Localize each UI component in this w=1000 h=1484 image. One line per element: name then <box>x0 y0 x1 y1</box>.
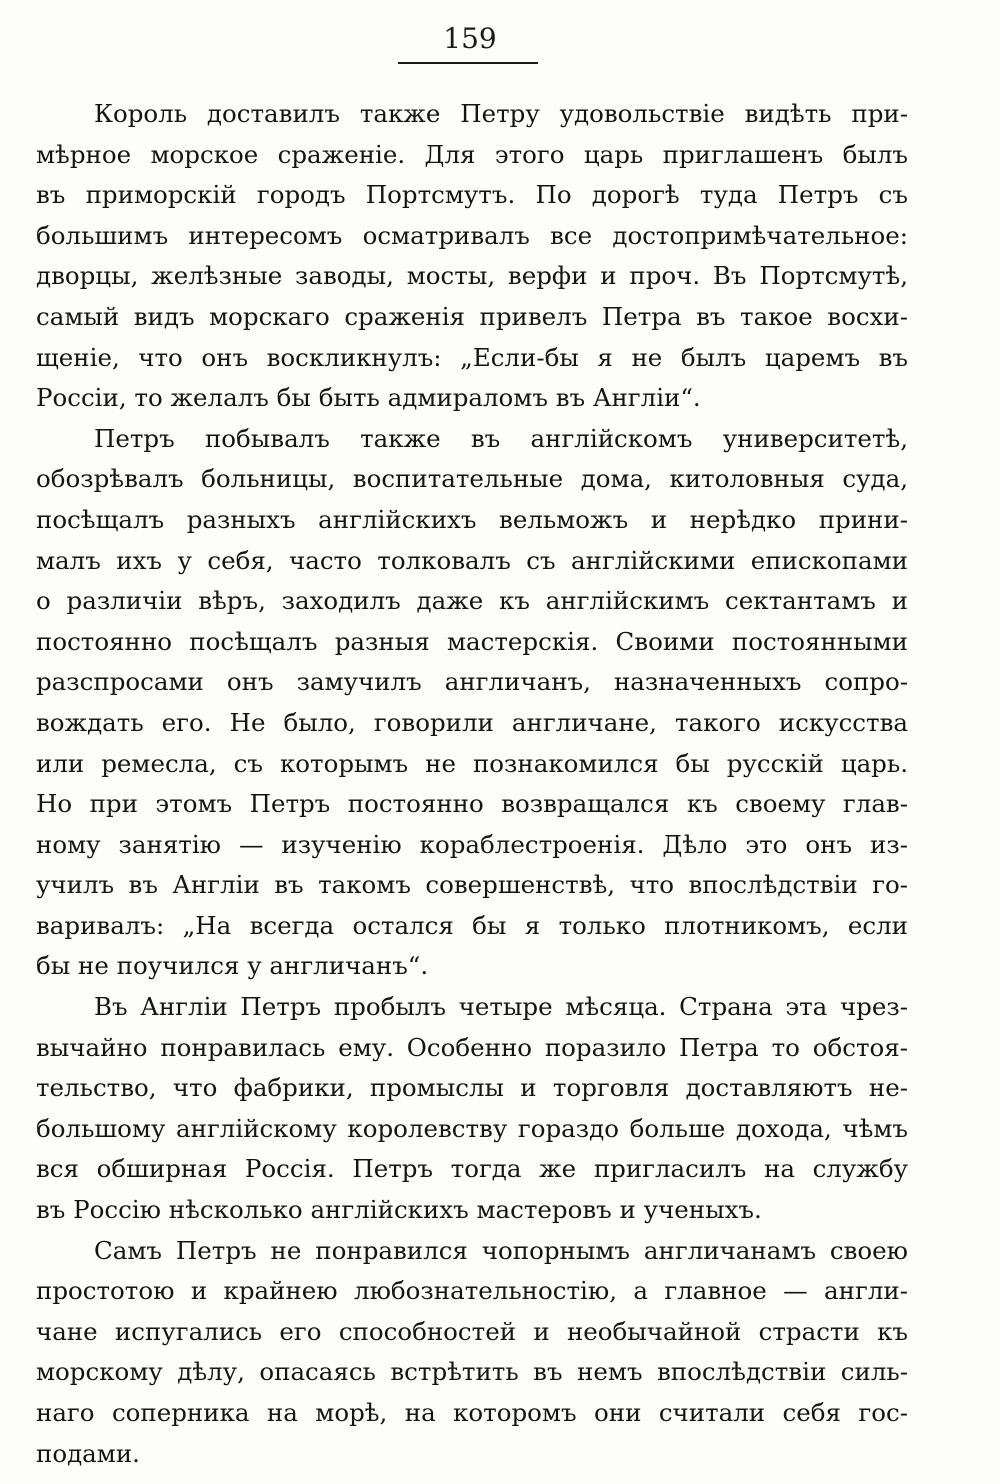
text-line: вся обширная Россія. Петръ тогда же пригласилъ на службу <box>36 1154 908 1184</box>
text-line: морскому дѣлу, опасаясь встрѣтить въ немъ впослѣдствіи силь- <box>36 1357 908 1387</box>
text-line: простотою и крайнею любознательностію, а главное — англи- <box>36 1276 908 1306</box>
text-line: Но при этомъ Петръ постоянно возвращался къ своему глав- <box>36 789 908 819</box>
text-line: ному занятію — изученію кораблестроенія. Дѣло это онъ из- <box>36 829 908 859</box>
text-line: наго соперника на морѣ, на которомъ они считали себя гос- <box>36 1398 908 1427</box>
text-line: Въ Англіи Петръ пробылъ четыре мѣсяца. Страна эта чрез- <box>94 992 908 1022</box>
text-line: Петръ побывалъ также въ англійскомъ университетѣ, <box>94 423 908 453</box>
text-line: чане испугались его способностей и необычайной страсти къ <box>36 1316 908 1346</box>
text-line: посѣщалъ разныхъ англійскихъ вельможъ и нерѣдко прини- <box>36 504 908 534</box>
text-line: или ремесла, съ которымъ не познакомился бы русскій царь. <box>36 748 908 778</box>
paragraph <box>36 1231 908 1475</box>
text-line: самый видъ морскаго сраженія привелъ Петра въ такое восхи- <box>36 301 908 331</box>
paragraph <box>36 987 908 1231</box>
text-line: Король доставилъ также Петру удовольствіе видѣть при- <box>94 99 908 128</box>
paragraph <box>36 94 908 419</box>
page-number-rule <box>398 62 538 64</box>
text-line: разспросами онъ замучилъ англичанъ, назначенныхъ сопро- <box>36 667 908 697</box>
text-line: щеніе, что онъ воскликнулъ: „Если-бы я не былъ царемъ въ <box>36 342 908 372</box>
text-line: въ Россію нѣсколько англійскихъ мастеровъ и ученыхъ. <box>36 1195 762 1225</box>
text-line: обозрѣвалъ больницы, воспитательные дома, китоловныя суда, <box>36 464 908 494</box>
text-line: въ приморскій городъ Портсмутъ. По дорогѣ туда Петръ съ <box>36 180 908 210</box>
text-line: вычайно понравилась ему. Особенно поразило Петра то обстоя- <box>36 1032 908 1062</box>
text-line: постоянно посѣщалъ разныя мастерскія. Своими постоянными <box>36 626 908 656</box>
text-line: тельство, что фабрики, промыслы и торговля доставляютъ не- <box>36 1073 908 1103</box>
text-line: Россіи, то желалъ бы быть адмираломъ въ Англіи“. <box>36 383 701 413</box>
text-line: бы не поучился у англичанъ“. <box>36 951 429 981</box>
text-line: вождать его. Не было, говорили англичане, такого искусства <box>36 707 908 737</box>
text-line: Самъ Петръ не понравился чопорнымъ англичанамъ своею <box>94 1235 908 1265</box>
text-line: большому англійскому королевству гораздо больше дохода, чѣмъ <box>36 1113 908 1143</box>
paragraph <box>36 419 908 987</box>
body-text <box>36 94 908 1474</box>
text-line: о различіи вѣръ, заходилъ даже къ англійскимъ сектантамъ и <box>36 586 908 616</box>
text-line: училъ въ Англіи въ такомъ совершенствѣ, что впослѣдствіи го- <box>36 870 908 900</box>
page-number: 159 <box>443 22 497 55</box>
text-line: мѣрное морское сраженіе. Для этого царь приглашенъ былъ <box>36 139 908 169</box>
text-line: малъ ихъ у себя, часто толковалъ съ англійскими епископами <box>36 545 908 575</box>
text-line: подами. <box>36 1438 140 1468</box>
text-line: большимъ интересомъ осматривалъ все достопримѣчательное: <box>36 220 908 250</box>
text-line: варивалъ: „На всегда остался бы я только плотникомъ, если <box>36 910 908 940</box>
text-line: дворцы, желѣзные заводы, мосты, верфи и проч. Въ Портсмутѣ, <box>36 261 908 291</box>
